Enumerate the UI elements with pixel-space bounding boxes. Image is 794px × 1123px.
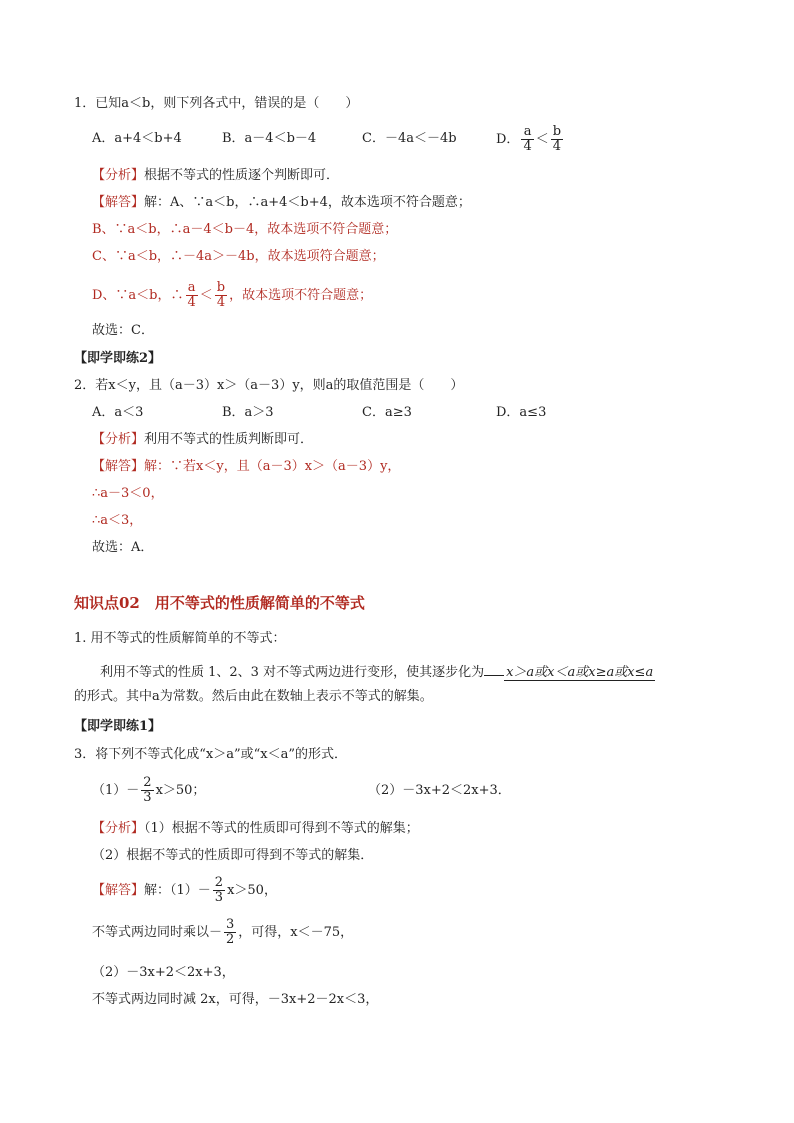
q1-analysis [92,167,339,185]
fraction-numerator: 2 [143,775,152,790]
q1-option-c: C．－4a＜－4b [362,131,457,146]
answer-d-fraction-2 [215,281,227,310]
part-1-prefix: （1）－ [92,783,140,798]
q1-choose: 故选：C． [92,323,154,338]
fraction-denominator: 4 [552,139,562,154]
q2-option-b: B．a＞3 [222,405,274,420]
paragraph-prefix: 利用不等式的性质 1、2、3 对不等式两边进行变形，使其逐步化为 [100,665,485,680]
answer-tag: 【解答】 [92,195,145,210]
answer-1-fraction [213,876,225,905]
fill-blank-answer: x＞a或x＜a或x≥a或x≤a [506,665,654,680]
q1-answer-d [92,280,372,312]
relation-sign: ＜ [199,288,213,303]
answer-2-suffix: ，可得，x＜－75， [238,925,354,940]
answer-tag: 【解答】 [92,883,145,898]
q2-choose: 故选：A． [92,540,154,555]
section-title: 知识点02 用不等式的性质解简单的不等式 [74,594,365,612]
q3-answer-1 [92,875,277,907]
section-paragraph-line-1 [100,661,655,682]
answer-d-prefix: D、∵a＜b，∴ [92,288,184,303]
q2-analysis [92,431,313,449]
q2-option-d: D．a≤3 [496,405,547,420]
section-paragraph-line-2: 的形式。其中a为常数。然后由此在数轴上表示不等式的解集。 [74,689,433,704]
fraction-numerator: b [216,280,226,295]
analysis-tag: 【分析】 [92,432,145,447]
q3-analysis-1 [92,820,419,838]
q1-option-d [496,124,565,156]
fraction-denominator: 4 [523,139,532,154]
q2-answer-1 [92,458,400,476]
part-1-fraction [141,776,153,805]
q2-answer-3: ∴a＜3， [92,513,143,528]
q1-option-a: A．a+4＜b+4 [92,131,182,146]
fraction-denominator: 3 [143,790,152,805]
q1-option-d-fraction-2 [551,125,563,154]
section-item-1: 1. 用不等式的性质解简单的不等式： [74,631,286,646]
analysis-text: 利用不等式的性质判断即可． [144,432,314,447]
fraction-numerator: b [552,124,562,139]
q3-answer-4: 不等式两边同时减 2x，可得，－3x+2－2x＜3， [92,992,379,1007]
fraction-numerator: a [186,281,198,296]
analysis-text: 根据不等式的性质逐个判断即可． [144,168,340,183]
part-1-suffix: x＞50； [155,783,206,798]
analysis-text: （1）根据不等式的性质即可得到不等式的解集； [144,821,419,836]
q1-option-b: B．a－4＜b－4 [222,131,317,146]
answer-1-prefix: 解：（1）－ [144,883,211,898]
q1-option-d-label: D． [496,132,520,147]
practice-2-heading: 【即学即练2】 [74,351,162,366]
fill-blank-lead [484,661,504,676]
fraction-numerator: 3 [226,917,235,932]
analysis-tag: 【分析】 [92,821,145,836]
q3-part-2: （2）－3x+2＜2x+3． [368,783,511,798]
q1-answer-b: B、∵a＜b，∴a－4＜b－4，故本选项不符合题意； [92,222,398,237]
q2-answer-2: ∴a－3＜0， [92,486,164,501]
q3-answer-2 [92,917,353,949]
answer-2-prefix: 不等式两边同时乘以－ [92,925,223,940]
analysis-tag: 【分析】 [92,168,145,183]
answer-2-fraction [224,918,236,947]
q1-stem: 1．已知a＜b，则下列各式中，错误的是（ ） [74,96,359,111]
fraction-denominator: 4 [187,295,196,310]
q1-option-d-fraction-1 [521,125,533,154]
fraction-denominator: 4 [216,295,226,310]
answer-text: 解：A、∵a＜b，∴a+4＜b+4，故本选项不符合题意； [144,195,471,210]
fraction-numerator: a [521,125,533,140]
answer-1-suffix: x＞50， [227,883,277,898]
q2-option-a: A．a＜3 [92,405,144,420]
q2-stem: 2．若x＜y，且（a－3）x＞（a－3）y，则a的取值范围是（ ） [74,378,464,393]
answer-text: 解：∵若x＜y，且（a－3）x＞（a－3）y， [144,459,401,474]
answer-tag: 【解答】 [92,459,145,474]
q1-answer-c: C、∵a＜b，∴－4a＞－4b，故本选项符合题意； [92,249,385,264]
q3-answer-3: （2）－3x+2＜2x+3， [92,965,235,980]
answer-d-fraction-1 [186,281,198,310]
practice-1-heading: 【即学即练1】 [74,719,162,734]
fraction-denominator: 3 [214,890,224,905]
q2-option-c: C．a≥3 [362,405,412,420]
q3-analysis-2: （2）根据不等式的性质即可得到不等式的解集． [92,848,374,863]
relation-sign: ＜ [535,132,549,147]
q3-part-1 [92,775,205,807]
q3-stem: 3．将下列不等式化成“x＞a”或“x＜a”的形式． [74,747,348,762]
answer-d-suffix: ，故本选项不符合题意； [229,288,373,303]
q1-answer-a [92,194,471,212]
fraction-numerator: 2 [214,875,224,890]
fraction-denominator: 2 [226,932,235,947]
